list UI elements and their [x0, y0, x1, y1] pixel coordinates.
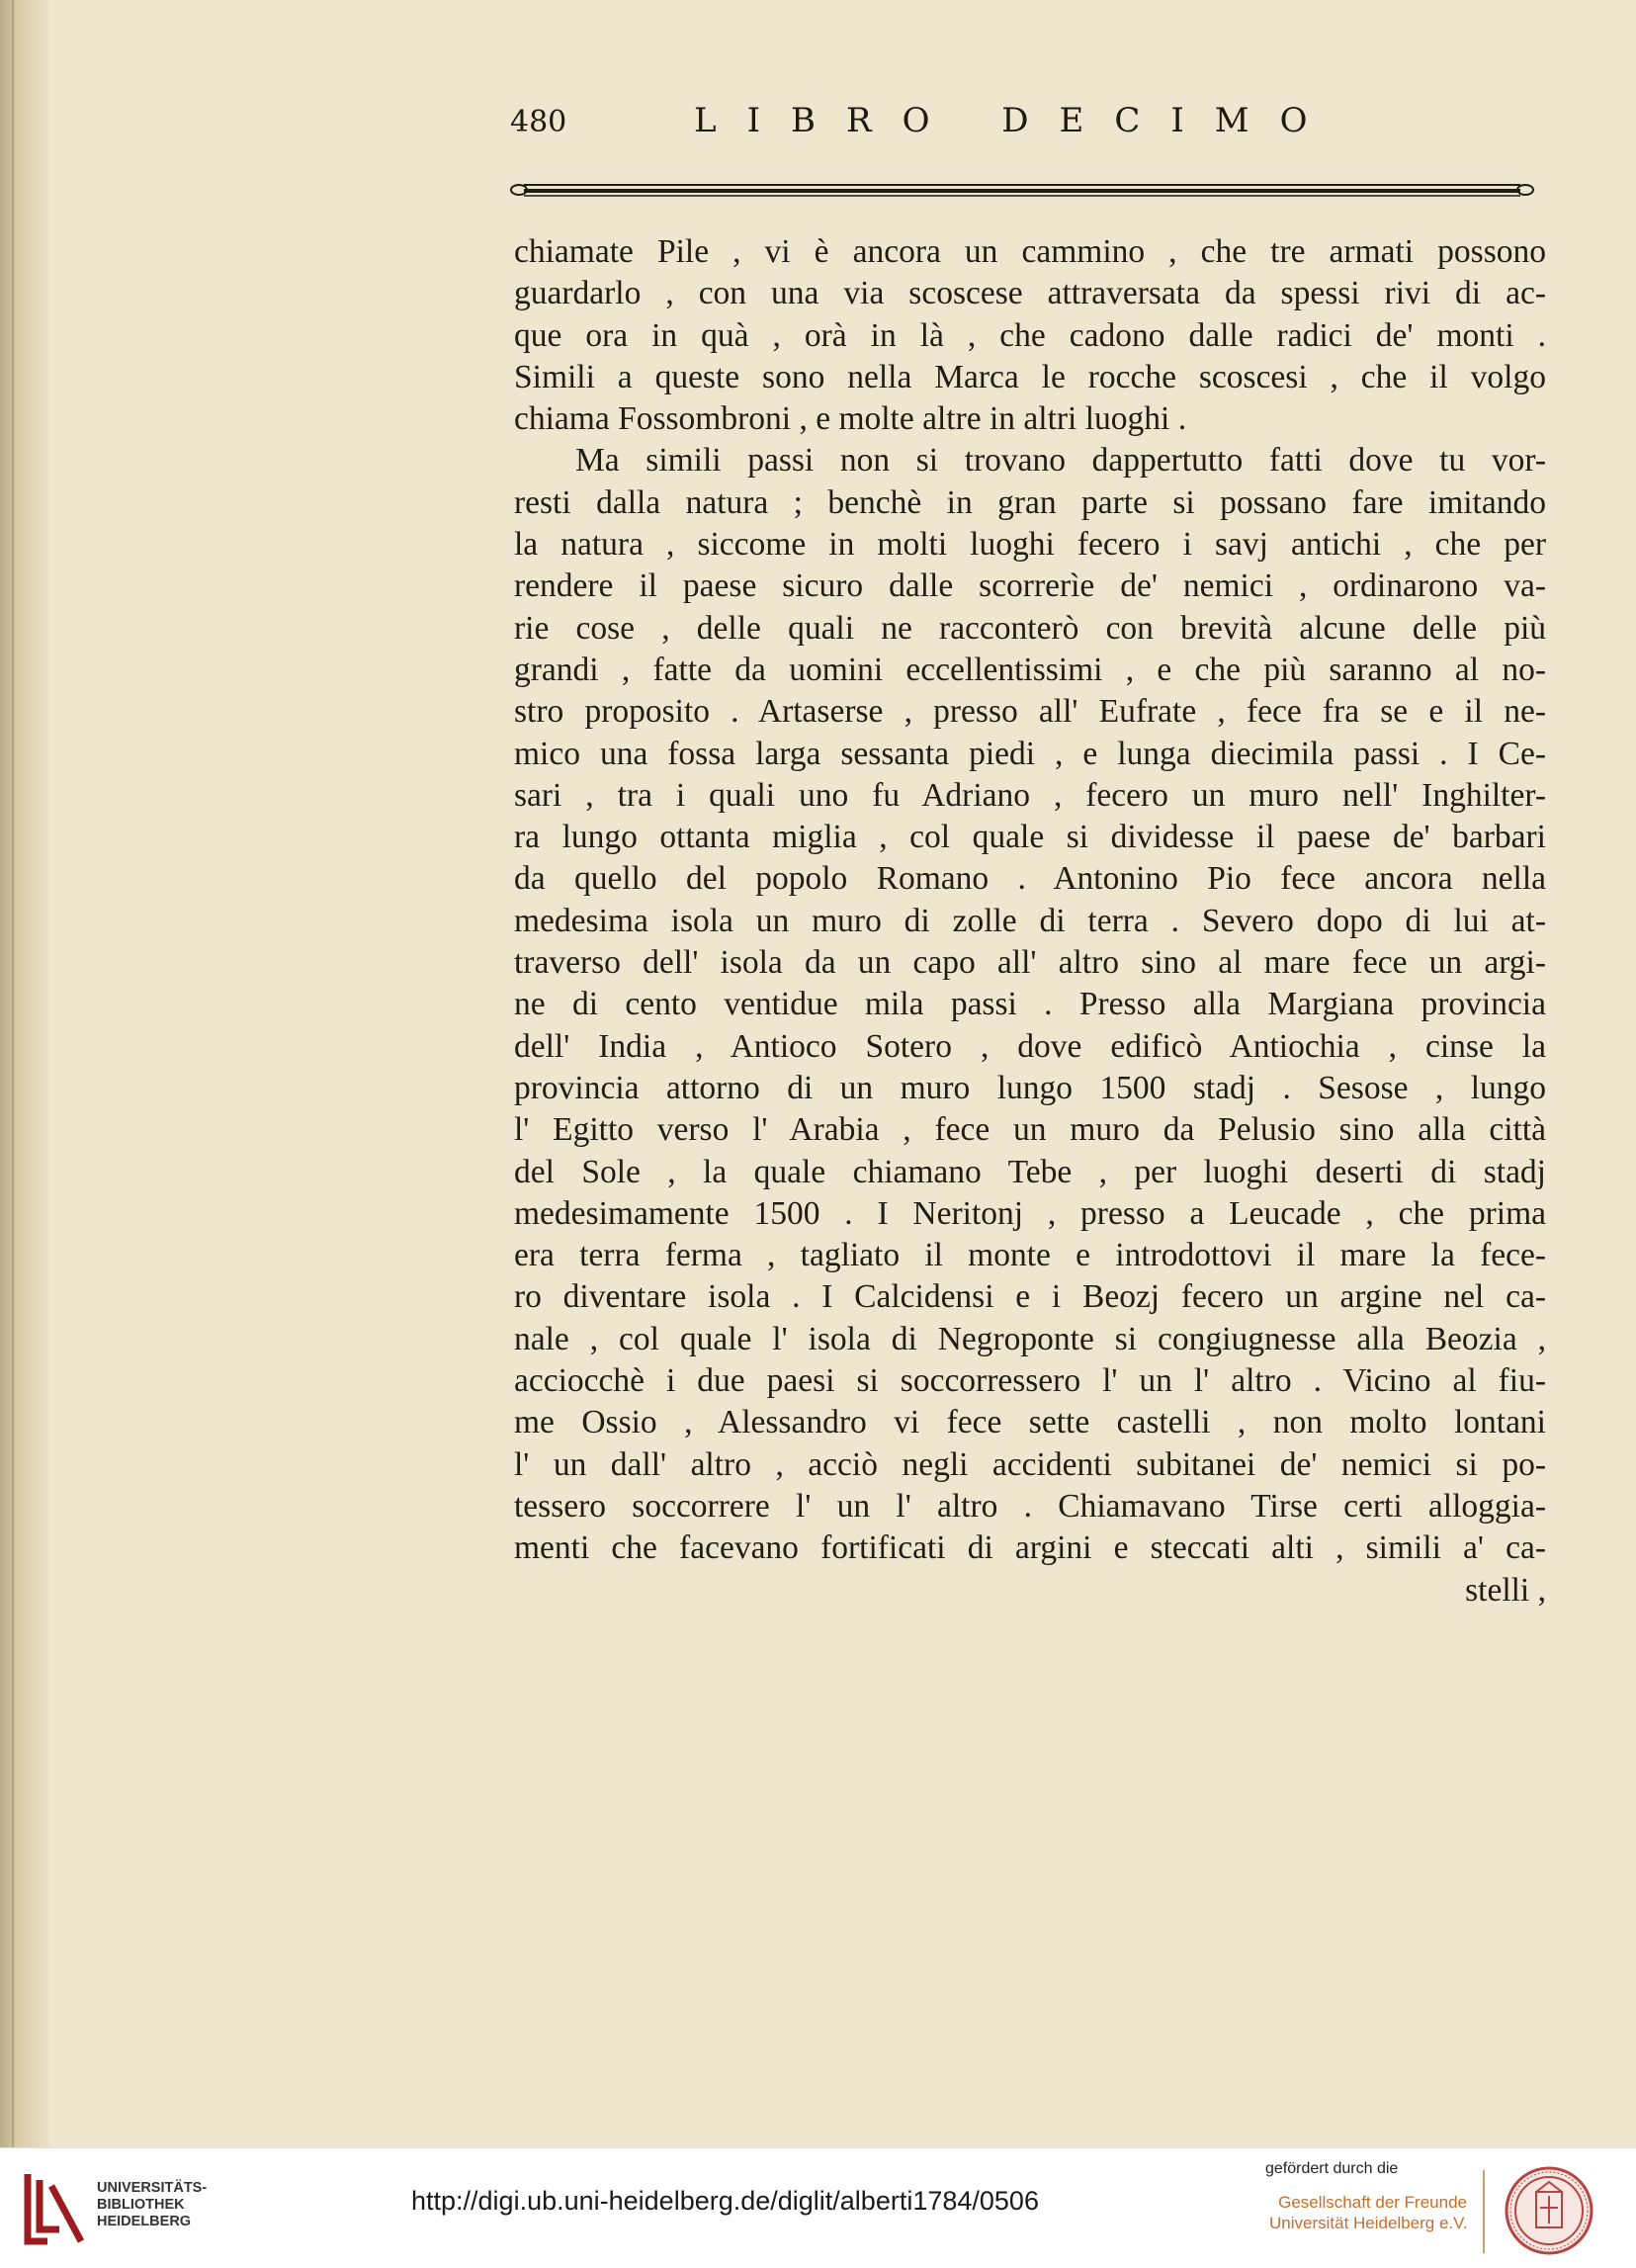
sponsor-name[interactable]: Gesellschaft der Freunde Universität Heidelberg e.V. — [1269, 2193, 1468, 2232]
text-line: grandi , fatte da uomini eccellentissimi , e che più saranno al no- — [514, 651, 1546, 688]
text-line: rendere il paese sicuro dalle scorrerìe de' nemici , ordinarono va- — [514, 567, 1546, 605]
text-line: que ora in quà , orà in là , che cadono dalle radici de' monti . — [514, 316, 1546, 354]
university-library-logo[interactable] — [20, 2162, 227, 2253]
text-line: Simili a queste sono nella Marca le rocche scoscesi , che il volgo — [514, 358, 1546, 395]
text-line: tessero soccorrere l' un l' altro . Chiamavano Tirse certi alloggia- — [514, 1487, 1546, 1525]
text-line: chiamate Pile , vi è ancora un cammino , che tre armati possono — [514, 233, 1546, 270]
text-line: del Sole , la quale chiamano Tebe , per luoghi deserti di stadj — [514, 1153, 1546, 1190]
text-line: la natura , siccome in molti luoghi fecero i savj antichi , che per — [514, 526, 1546, 564]
text-line: traverso dell' isola da un capo all' altro sino al mare fece un argi- — [514, 944, 1546, 982]
page-header — [510, 101, 1548, 160]
text-line: stelli , — [1465, 1571, 1546, 1609]
page-number: 480 — [510, 105, 567, 139]
text-line: da quello del popolo Romano . Antonino Pio fece ancora nella — [514, 860, 1546, 898]
text-line: acciocchè i due paesi si soccorressero l' un l' altro . Vicino al fiu- — [514, 1362, 1546, 1400]
header-ornamental-rule — [510, 176, 1534, 202]
text-line: guardarlo , con una via scoscese attraversata da spessi rivi di ac- — [514, 275, 1546, 312]
text-line: ne di cento ventidue mila passi . Presso alla Margiana provincia — [514, 986, 1546, 1023]
text-line: dell' India , Antioco Sotero , dove edificò Antiochia , cinse la — [514, 1027, 1546, 1065]
text-line: medesima isola un muro di zolle di terra . Severo dopo di lui at- — [514, 902, 1546, 939]
permalink-url[interactable]: http://digi.ub.uni-heidelberg.de/diglit/alberti1784/0506 — [411, 2186, 1039, 2216]
page-gutter — [0, 0, 49, 2147]
sponsor-label: gefördert durch die — [1265, 2160, 1399, 2177]
gutter-binding-line — [12, 0, 14, 2147]
footer-divider — [1483, 2170, 1485, 2253]
text-line: medesimamente 1500 . I Neritonj , presso a Leucade , che prima — [514, 1194, 1546, 1232]
text-line: provincia attorno di un muro lungo 1500 stadj . Sesose , lungo — [514, 1069, 1546, 1106]
running-title: LIBRO DECIMO — [694, 101, 1338, 140]
library-name: UNIVERSITÄTS- BIBLIOTHEK HEIDELBERG — [97, 2180, 208, 2229]
library-logo-icon — [20, 2166, 87, 2249]
text-line: resti dalla natura ; benchè in gran parte si possano fare imitando — [514, 483, 1546, 521]
university-seal-icon — [1505, 2166, 1593, 2255]
text-line: stro proposito . Artaserse , presso all' Eufrate , fece fra se e il ne- — [514, 693, 1546, 731]
text-line: nale , col quale l' isola di Negroponte si congiugnesse alla Beozia , — [514, 1320, 1546, 1357]
text-line: ra lungo ottanta miglia , col quale si dividesse il paese de' barbari — [514, 819, 1546, 856]
text-line: Ma simili passi non si trovano dappertutto fatti dove tu vor- — [575, 442, 1546, 480]
text-line: me Ossio , Alessandro vi fece sette castelli , non molto lontani — [514, 1404, 1546, 1441]
text-line: rie cose , delle quali ne racconterò con brevità alcune delle più — [514, 609, 1546, 647]
body-text — [514, 231, 1546, 1612]
text-line: ro diventare isola . I Calcidensi e i Beozj fecero un argine nel ca- — [514, 1278, 1546, 1316]
text-line: l' un dall' altro , acciò negli accidenti subitanei de' nemici si po- — [514, 1445, 1546, 1483]
text-line: menti che facevano fortificati di argini e steccati alti , simili a' ca- — [514, 1529, 1546, 1567]
text-line: sari , tra i quali uno fu Adriano , fecero un muro nell' Inghilter- — [514, 776, 1546, 814]
text-line: era terra ferma , tagliato il monte e introdottovi il mare la fece- — [514, 1237, 1546, 1274]
digitization-footer — [0, 2147, 1636, 2268]
text-line: l' Egitto verso l' Arabia , fece un muro da Pelusio sino alla città — [514, 1111, 1546, 1149]
text-line: mico una fossa larga sessanta piedi , e lunga diecimila passi . I Ce- — [514, 735, 1546, 772]
text-line: chiama Fossombroni , e molte altre in altri luoghi . — [514, 400, 1187, 438]
